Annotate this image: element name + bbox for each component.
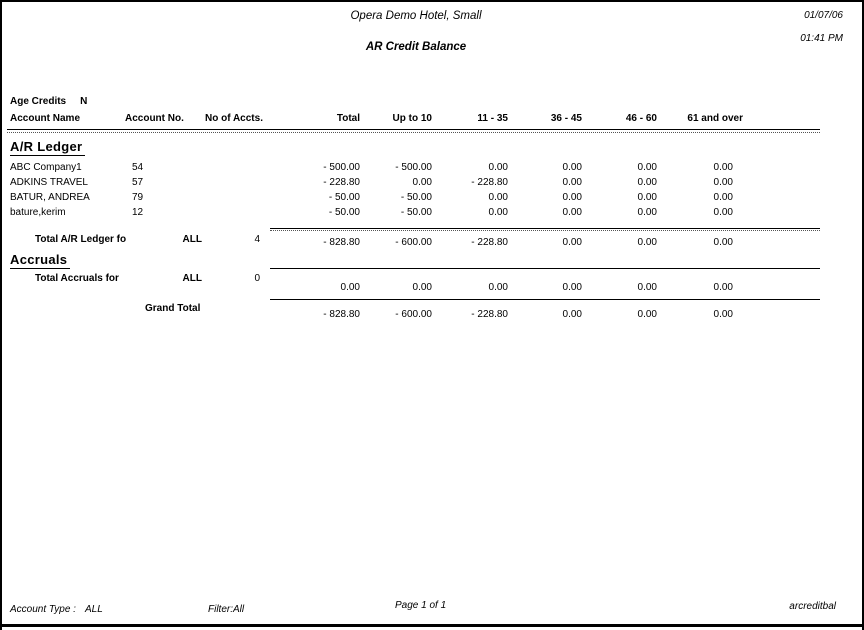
col-11-35: 11 - 35 (477, 113, 508, 124)
col-61-and-over: 61 and over (687, 113, 743, 124)
total-61-and-over: 0.00 (713, 282, 733, 293)
table-row (10, 192, 733, 204)
footer-account-type (10, 604, 103, 615)
hotel-name: Opera Demo Hotel, Small (350, 10, 482, 22)
grand-total: - 828.80 (323, 309, 360, 320)
total-11-35: - 228.80 (471, 237, 508, 248)
accruals-total-row (10, 273, 733, 293)
cell-46-60: 0.00 (637, 162, 657, 173)
cell-account-no: 57 (132, 177, 144, 188)
total-up-to-10: 0.00 (412, 282, 432, 293)
age-credits-label: Age Credits (10, 96, 67, 107)
total-account-no: ALL (182, 273, 202, 284)
report-time: 01:41 PM (800, 33, 843, 44)
cell-11-35: 0.00 (488, 192, 508, 203)
cell-36-45: 0.00 (562, 177, 582, 188)
total-36-45: 0.00 (562, 282, 582, 293)
cell-up-to-10: - 50.00 (400, 192, 432, 203)
cell-total: - 500.00 (323, 162, 360, 173)
grand-total-label: Grand Total (145, 303, 201, 314)
cell-61-and-over: 0.00 (713, 207, 733, 218)
footer-page-number: Page 1 of 1 (395, 600, 447, 611)
cell-36-45: 0.00 (562, 162, 582, 173)
cell-account-name: BATUR, ANDREA (10, 192, 90, 203)
col-no-of-accts: No of Accts. (205, 113, 263, 124)
cell-36-45: 0.00 (562, 192, 582, 203)
cell-total: - 50.00 (328, 192, 360, 203)
cell-up-to-10: - 500.00 (395, 162, 432, 173)
total-label: Total Accruals for (35, 273, 119, 284)
account-type-label: Account Type : (10, 604, 76, 615)
cell-11-35: 0.00 (488, 207, 508, 218)
age-credits-param (10, 96, 87, 107)
grand-11-35: - 228.80 (471, 309, 508, 320)
ar-total-rule-dotted (270, 230, 820, 231)
total-46-60: 0.00 (637, 282, 657, 293)
table-row (10, 177, 733, 189)
col-account-name: Account Name (10, 113, 81, 124)
table-row (10, 207, 733, 219)
cell-up-to-10: 0.00 (412, 177, 432, 188)
total-account-no: ALL (182, 234, 202, 245)
cell-no-of-accts (205, 177, 262, 189)
table-row (10, 162, 733, 174)
col-46-60: 46 - 60 (625, 113, 657, 124)
cell-no-of-accts (205, 192, 262, 204)
grand-46-60: 0.00 (637, 309, 657, 320)
total-total: 0.00 (340, 282, 360, 293)
total-11-35: 0.00 (488, 282, 508, 293)
total-no-of-accts: 0 (254, 273, 260, 284)
grand-61-and-over: 0.00 (713, 309, 733, 320)
total-61-and-over: 0.00 (713, 237, 733, 248)
footer-report-id: arcreditbal (789, 601, 836, 612)
grand-up-to-10: - 600.00 (395, 309, 432, 320)
grand-total-row (10, 303, 733, 320)
total-no-of-accts: 4 (254, 234, 260, 245)
section-ar-ledger: A/R Ledger (10, 139, 85, 156)
total-up-to-10: - 600.00 (395, 237, 432, 248)
total-46-60: 0.00 (637, 237, 657, 248)
grand-total-rule (270, 299, 820, 300)
cell-46-60: 0.00 (637, 207, 657, 218)
cell-no-of-accts (205, 162, 262, 174)
cell-no-of-accts (205, 207, 262, 219)
col-36-45: 36 - 45 (550, 113, 582, 124)
total-label: Total A/R Ledger fo (35, 234, 127, 245)
ar-total-rule (270, 228, 820, 229)
grand-36-45: 0.00 (562, 309, 582, 320)
cell-account-name: ADKINS TRAVEL (10, 177, 88, 188)
account-type-value: ALL (84, 604, 103, 615)
cell-account-no: 79 (132, 192, 144, 203)
report-title: AR Credit Balance (365, 41, 467, 53)
section-accruals: Accruals (10, 252, 70, 269)
report-date: 01/07/06 (804, 10, 843, 21)
ar-ledger-total-row (10, 234, 733, 246)
total-36-45: 0.00 (562, 237, 582, 248)
cell-account-no: 12 (132, 207, 144, 218)
col-account-no: Account No. (125, 113, 184, 124)
cell-total: - 228.80 (323, 177, 360, 188)
cell-total: - 50.00 (328, 207, 360, 218)
total-total: - 828.80 (323, 237, 360, 248)
cell-up-to-10: - 50.00 (400, 207, 432, 218)
table-header-row (10, 113, 743, 125)
cell-61-and-over: 0.00 (713, 162, 733, 173)
cell-36-45: 0.00 (562, 207, 582, 218)
col-up-to-10: Up to 10 (392, 113, 432, 124)
cell-11-35: 0.00 (488, 162, 508, 173)
header-rule-dotted (7, 132, 820, 133)
header-rule-solid (7, 129, 820, 130)
cell-account-name: ABC Company1 (10, 162, 82, 173)
col-total: Total (336, 113, 360, 124)
cell-61-and-over: 0.00 (713, 192, 733, 203)
cell-61-and-over: 0.00 (713, 177, 733, 188)
accruals-total-rule (270, 268, 820, 269)
cell-46-60: 0.00 (637, 192, 657, 203)
cell-11-35: - 228.80 (471, 177, 508, 188)
cell-account-no: 54 (132, 162, 144, 173)
page-bottom-border (2, 624, 862, 627)
age-credits-value: N (80, 96, 88, 107)
cell-46-60: 0.00 (637, 177, 657, 188)
footer-filter: Filter:All (208, 604, 245, 615)
cell-account-name: bature,kerim (10, 207, 66, 218)
